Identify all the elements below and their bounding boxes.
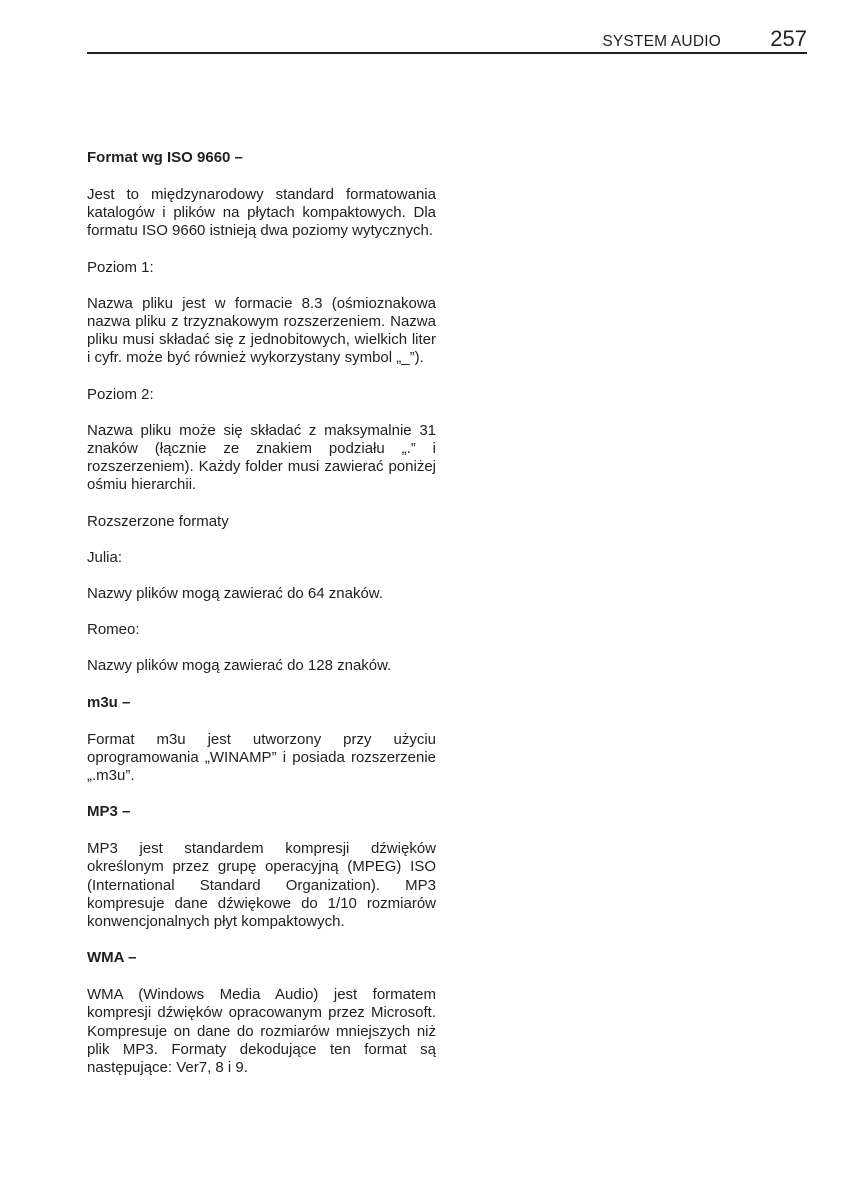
romeo-label: Romeo: bbox=[87, 621, 140, 639]
julia-label: Julia: bbox=[87, 548, 123, 566]
level-2-description: Nazwa pliku może się składać z maksymalnie 31 znaków (łącznie ze znakiem podziału „.” i rozszerzeniem). Każdy folder musi zawierać poniżej ośmiu hierarchii. bbox=[87, 421, 436, 494]
iso-9660-description: Jest to międzynarodowy standard formatowania katalogów i plików na płytach kompaktowych. Dla formatu ISO 9660 istnieją dwa poziomy wytycznych. bbox=[87, 186, 436, 240]
m3u-description: Format m3u jest utworzony przy użyciu oprogramowania „WINAMP” i posiada rozszerzenie „.m3u”. bbox=[87, 730, 436, 785]
text-column bbox=[87, 149, 436, 1077]
page-number: 257 bbox=[770, 26, 807, 51]
mp3-heading: MP3 – bbox=[87, 803, 131, 821]
mp3-description: MP3 jest standardem kompresji dźwięków określonym przez grupę operacyjną (MPEG) ISO (International Standard Organization). MP3 kompresuje dane dźwiękowe do 1/10 rozmiarów konwencjonalnych płyt kompaktowych. bbox=[87, 840, 436, 931]
iso-9660-heading: Format wg ISO 9660 – bbox=[87, 149, 243, 166]
page-header bbox=[87, 24, 807, 54]
julia-description: Nazwy plików mogą zawierać do 64 znaków. bbox=[87, 585, 383, 603]
wma-heading: WMA – bbox=[87, 949, 137, 967]
m3u-heading: m3u – bbox=[87, 693, 131, 711]
wma-description: WMA (Windows Media Audio) jest formatem kompresji dźwięków opracowanym przez Microsoft. Kompresuje on dane do rozmiarów mniejszych niż plik MP3. Formaty dekodujące ten format są następujące: Ver7, 8 i 9. bbox=[87, 986, 436, 1077]
header-rule bbox=[87, 52, 807, 54]
level-1-label: Poziom 1: bbox=[87, 258, 154, 276]
romeo-description: Nazwy plików mogą zawierać do 128 znaków. bbox=[87, 657, 392, 675]
level-1-description: Nazwa pliku jest w formacie 8.3 (ośmioznakowa nazwa pliku z trzyznakowym rozszerzeniem. Nazwa pliku musi składać się z jednobitowych, wielkich liter i cyfr. może być również wykorzystany symbol „_”). bbox=[87, 294, 436, 367]
level-2-label: Poziom 2: bbox=[87, 385, 154, 403]
extended-formats-label: Rozszerzone formaty bbox=[87, 512, 229, 530]
section-title: SYSTEM AUDIO bbox=[602, 33, 721, 50]
